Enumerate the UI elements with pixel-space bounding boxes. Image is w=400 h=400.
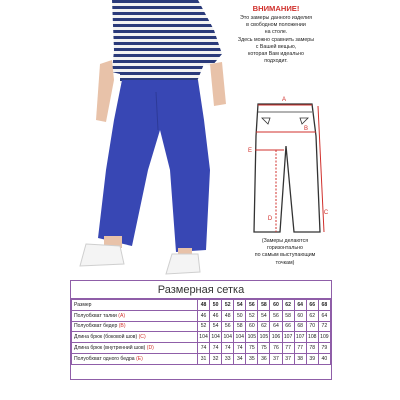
- size-value: 48: [198, 300, 210, 311]
- measurement-value: 35: [246, 353, 258, 364]
- size-value: 56: [246, 300, 258, 311]
- product-photo: [0, 0, 232, 280]
- diagram-label-d: D: [267, 216, 273, 222]
- left-sneaker: [80, 244, 124, 266]
- pocket-left: [262, 118, 270, 124]
- measurement-value: 106: [270, 332, 282, 343]
- measurement-value: 108: [306, 332, 318, 343]
- measurement-value: 40: [318, 353, 330, 364]
- measurement-name: Полуобхват одного бедра: [74, 355, 135, 362]
- measurement-value: 60: [294, 310, 306, 321]
- measurement-value: 39: [306, 353, 318, 364]
- measurement-label: [72, 343, 198, 354]
- size-value: 52: [222, 300, 234, 311]
- measurement-value: 46: [198, 310, 210, 321]
- measurement-value: 52: [198, 321, 210, 332]
- measurement-code: (A): [118, 312, 126, 319]
- measurement-value: 62: [258, 321, 270, 332]
- diagram-note-line: по самым выступающим: [254, 252, 316, 259]
- measurement-value: 54: [258, 310, 270, 321]
- size-value: 64: [294, 300, 306, 311]
- measurement-value: 64: [270, 321, 282, 332]
- notice-line: в свободном положении: [246, 22, 306, 29]
- measurement-row: [72, 321, 331, 332]
- measurement-value: 36: [258, 353, 270, 364]
- measurement-value: 74: [198, 343, 210, 354]
- measurement-label: [72, 310, 198, 321]
- notice-title: ВНИМАНИЕ!: [252, 4, 300, 13]
- size-header-row: [72, 300, 331, 311]
- striped-shirt: [112, 0, 222, 84]
- measurement-value: 77: [294, 343, 306, 354]
- notice-line: Это замеры данного изделия: [240, 15, 312, 21]
- measurement-value: 70: [306, 321, 318, 332]
- right-arm: [210, 62, 226, 106]
- measurement-value: 75: [246, 343, 258, 354]
- diagram-label-e: E: [247, 148, 253, 154]
- measurement-value: 37: [270, 353, 282, 364]
- measurement-value: 75: [258, 343, 270, 354]
- measurement-value: 105: [246, 332, 258, 343]
- diagram-note-line: горизонтально: [267, 245, 303, 252]
- measurement-value: 48: [222, 310, 234, 321]
- size-chart-title: Размерная сетка: [71, 281, 331, 299]
- size-value: 60: [270, 300, 282, 311]
- diagram-label-c: C: [323, 210, 329, 216]
- measurement-value: 104: [198, 332, 210, 343]
- measurement-value: 64: [318, 310, 330, 321]
- measurement-value: 46: [210, 310, 222, 321]
- notice-line: с Вашей вещью,: [255, 43, 297, 50]
- measurement-value: 50: [234, 310, 246, 321]
- measurement-value: 104: [234, 332, 246, 343]
- measurement-value: 33: [222, 353, 234, 364]
- size-chart: [70, 280, 332, 380]
- measurement-code: (B): [118, 323, 126, 330]
- pants-outline: [254, 104, 320, 232]
- measurement-row: [72, 353, 331, 364]
- diagram-label-b: B: [303, 126, 309, 132]
- measurement-value: 31: [198, 353, 210, 364]
- left-arm: [96, 60, 114, 122]
- size-value: 66: [306, 300, 318, 311]
- size-value: 68: [318, 300, 330, 311]
- measurement-label: [72, 353, 198, 364]
- measurement-value: 72: [318, 321, 330, 332]
- measurement-label: [72, 332, 198, 343]
- size-table: [71, 299, 331, 365]
- measurement-value: 56: [222, 321, 234, 332]
- diagram-note: [234, 238, 336, 267]
- notice-line: Здесь можно сравнить замеры: [237, 36, 315, 43]
- measurement-value: 74: [234, 343, 246, 354]
- measurement-name: Полуобхват талии: [74, 312, 117, 319]
- measurement-label: [72, 321, 198, 332]
- measurement-value: 62: [306, 310, 318, 321]
- measurement-value: 74: [222, 343, 234, 354]
- right-sneaker: [166, 254, 200, 274]
- measurement-value: 37: [282, 353, 294, 364]
- measurement-row: [72, 310, 331, 321]
- measurement-value: 60: [246, 321, 258, 332]
- size-value: 62: [282, 300, 294, 311]
- blue-pants: [98, 80, 210, 252]
- pants-measurement-diagram: [240, 92, 330, 242]
- size-header-label: Размер: [72, 300, 198, 311]
- measurement-name: Полуобхват бедер: [74, 323, 118, 330]
- measurement-value: 54: [210, 321, 222, 332]
- measurement-code: (D): [146, 345, 154, 352]
- measurement-value: 104: [222, 332, 234, 343]
- pocket-right: [300, 118, 308, 124]
- size-value: 54: [234, 300, 246, 311]
- measurement-value: 66: [282, 321, 294, 332]
- notice-line: на столе.: [264, 29, 288, 36]
- measurement-value: 56: [270, 310, 282, 321]
- measurement-notice: [222, 4, 330, 65]
- measurement-value: 74: [210, 343, 222, 354]
- measurement-value: 77: [282, 343, 294, 354]
- measurement-value: 107: [282, 332, 294, 343]
- notice-line: которая Вам идеально: [247, 51, 304, 58]
- measurement-code: (C): [138, 334, 146, 341]
- measurement-value: 78: [306, 343, 318, 354]
- measurement-value: 105: [258, 332, 270, 343]
- measurement-name: Длина брюк (внутренний шов): [74, 345, 146, 352]
- measurement-value: 32: [210, 353, 222, 364]
- measurement-value: 68: [294, 321, 306, 332]
- measurement-value: 79: [318, 343, 330, 354]
- measurement-value: 58: [234, 321, 246, 332]
- measurement-value: 52: [246, 310, 258, 321]
- measurement-row: [72, 343, 331, 354]
- measurement-value: 34: [234, 353, 246, 364]
- diagram-label-a: A: [281, 97, 287, 103]
- measurement-value: 104: [210, 332, 222, 343]
- size-value: 50: [210, 300, 222, 311]
- measurement-value: 38: [294, 353, 306, 364]
- measurement-value: 58: [282, 310, 294, 321]
- measurement-value: 107: [294, 332, 306, 343]
- measurement-code: (E): [136, 355, 143, 362]
- measurement-value: 109: [318, 332, 330, 343]
- size-value: 58: [258, 300, 270, 311]
- notice-line: подходит.: [264, 58, 288, 65]
- measurement-value: 76: [270, 343, 282, 354]
- measurement-row: [72, 332, 331, 343]
- diagram-note-line: точкам): [275, 259, 295, 266]
- diagram-note-line: (Замеры делаются: [261, 238, 309, 244]
- measurement-name: Длина брюк (боковой шов): [74, 334, 138, 341]
